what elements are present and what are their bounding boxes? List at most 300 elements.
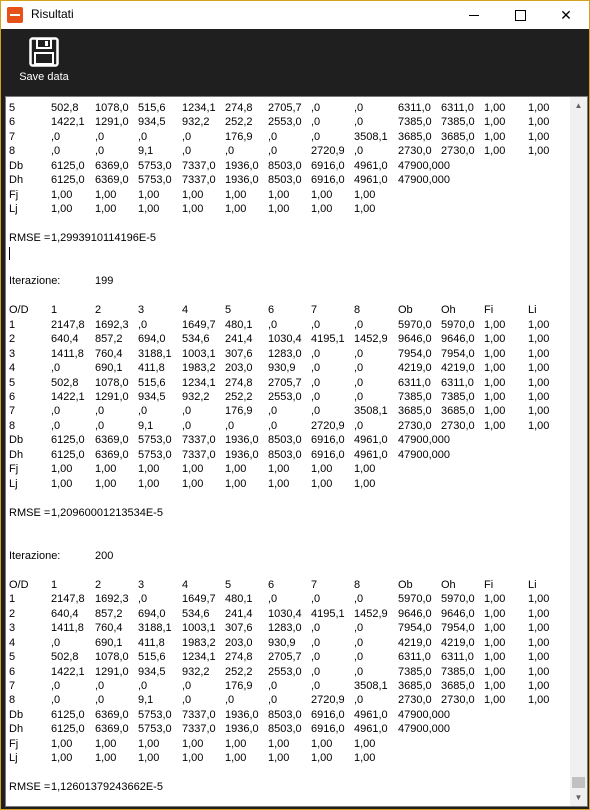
table-cell: 1,00 — [311, 188, 333, 201]
table-cell: 1,00 — [268, 737, 290, 750]
table-cell: 1291,0 — [95, 391, 129, 403]
table-cell: 274,8 — [225, 102, 253, 114]
table-cell: 1,00 — [528, 333, 550, 346]
table-cell: ,0 — [95, 694, 105, 707]
text-line — [6, 478, 569, 492]
table-cell: 1422,1 — [51, 391, 85, 403]
table-cell: 6311,0 — [441, 651, 474, 664]
table-cell: ,0 — [51, 694, 61, 707]
table-cell: ,0 — [354, 665, 364, 678]
table-cell: 1692,3 — [95, 593, 129, 606]
table-cell: 690,1 — [95, 636, 123, 649]
table-cell: 760,4 — [95, 347, 123, 360]
table-cell: 2 — [9, 607, 16, 620]
table-cell: 1,00 — [528, 636, 550, 649]
table-cell: 1,00 — [95, 463, 117, 476]
text-line — [6, 319, 569, 333]
table-cell: Dh — [9, 723, 24, 736]
table-cell: 515,6 — [138, 651, 166, 664]
table-cell: 252,2 — [225, 116, 253, 129]
table-cell: 2 — [95, 578, 102, 591]
table-cell: ,0 — [268, 694, 278, 707]
table-cell: 1291,0 — [95, 665, 129, 678]
table-cell: 1,00 — [484, 333, 506, 346]
table-cell: 6369,0 — [95, 159, 129, 172]
table-cell: 3 — [138, 304, 145, 317]
table-cell: 1,00 — [95, 752, 117, 765]
table-cell: 4961,0 — [354, 174, 388, 187]
table-cell: ,0 — [225, 145, 235, 158]
table-cell: 6369,0 — [95, 434, 129, 447]
table-cell: 690,1 — [95, 362, 123, 375]
text-line — [6, 666, 569, 680]
text-line — [6, 131, 569, 145]
table-cell: 241,4 — [225, 607, 253, 620]
table-cell: 1,00 — [484, 607, 506, 620]
text-line — [6, 290, 569, 304]
table-cell: 5753,0 — [138, 448, 172, 461]
table-cell: 1,00 — [484, 694, 506, 707]
table-cell: 1,00 — [354, 203, 376, 216]
table-cell: 2 — [95, 304, 102, 317]
table-cell: ,0 — [268, 318, 278, 331]
text-line — [6, 536, 569, 550]
table-cell: 1411,8 — [51, 622, 84, 635]
table-cell: 6311,0 — [441, 376, 474, 389]
table-cell: 1983,2 — [182, 362, 216, 375]
table-cell: 1,00 — [528, 651, 550, 664]
table-cell: 1,00 — [51, 188, 73, 201]
table-cell: 7337,0 — [182, 723, 216, 736]
scrollbar-thumb[interactable] — [572, 777, 585, 788]
table-cell: 8503,0 — [268, 434, 302, 447]
table-cell: ,0 — [51, 636, 61, 649]
table-cell: 1452,9 — [354, 333, 388, 346]
table-cell: 1,00 — [51, 737, 73, 750]
table-cell: 534,6 — [182, 607, 210, 620]
table-cell: 1,00 — [182, 737, 204, 750]
table-cell: 8503,0 — [268, 159, 302, 172]
table-cell: ,0 — [311, 116, 321, 129]
table-cell: 1936,0 — [225, 723, 259, 736]
table-cell: 2705,7 — [268, 102, 302, 114]
save-data-button[interactable] — [13, 35, 75, 91]
text-line — [6, 333, 569, 347]
table-cell: 5970,0 — [398, 318, 432, 331]
table-cell: 2553,0 — [268, 116, 302, 129]
table-cell: 1,00 — [51, 477, 73, 490]
table-cell: 6 — [268, 578, 275, 591]
table-cell: 1,00 — [484, 622, 506, 635]
table-cell: 203,0 — [225, 362, 253, 375]
text-line — [6, 377, 569, 391]
table-cell: 1936,0 — [225, 434, 259, 447]
table-cell: 502,8 — [51, 102, 79, 114]
table-cell: 6 — [9, 665, 16, 678]
table-cell: 6916,0 — [311, 434, 345, 447]
table-cell: 1,00 — [51, 203, 73, 216]
table-cell: 1,00 — [268, 203, 290, 216]
table-cell: 3188,1 — [138, 347, 172, 360]
table-cell: 4195,1 — [311, 333, 345, 346]
table-cell: 1234,1 — [182, 102, 216, 114]
maximize-button[interactable] — [497, 1, 543, 29]
table-cell: 7954,0 — [441, 622, 475, 635]
table-cell: ,0 — [51, 680, 61, 692]
text-line — [6, 767, 569, 781]
text-line — [6, 275, 569, 289]
table-cell: 1,00 — [528, 694, 550, 707]
table-cell: 2730,0 — [398, 419, 432, 432]
table-cell: 1,00 — [138, 203, 160, 216]
table-cell: ,0 — [138, 318, 148, 331]
table-cell: 176,9 — [225, 130, 253, 143]
table-cell: 1 — [51, 304, 58, 317]
table-cell: 1,00 — [95, 737, 117, 750]
table-cell: 1,00 — [528, 665, 550, 678]
table-cell: 1,00 — [528, 680, 550, 692]
table-cell: 1422,1 — [51, 116, 85, 129]
table-cell: 1936,0 — [225, 159, 259, 172]
table-cell: 252,2 — [225, 391, 253, 403]
table-cell: 1,00 — [311, 737, 333, 750]
table-cell: ,0 — [354, 622, 364, 635]
table-cell: 6 — [268, 304, 275, 317]
text-line — [6, 420, 569, 434]
line-value: 200 — [95, 549, 114, 562]
table-cell: ,0 — [51, 405, 61, 418]
table-cell: 8 — [354, 304, 361, 317]
table-cell: 1 — [9, 593, 16, 606]
table-cell: ,0 — [268, 593, 278, 606]
table-cell: Lj — [9, 203, 18, 216]
table-cell: 47900,000 — [398, 174, 450, 187]
table-cell: ,0 — [138, 680, 148, 692]
table-cell: ,0 — [138, 593, 148, 606]
table-cell: 1234,1 — [182, 376, 216, 389]
table-cell: 2147,8 — [51, 593, 85, 606]
table-cell: 7954,0 — [441, 347, 475, 360]
table-cell: 9,1 — [138, 419, 154, 432]
table-cell: ,0 — [182, 130, 192, 143]
table-cell: 8 — [9, 419, 16, 432]
table-cell: 7337,0 — [182, 159, 216, 172]
table-cell: 480,1 — [225, 318, 253, 331]
table-cell: Ob — [398, 578, 413, 591]
table-cell: 1,00 — [95, 203, 117, 216]
text-line — [6, 174, 569, 188]
table-cell: 7 — [9, 405, 16, 418]
table-cell: 1234,1 — [182, 651, 216, 664]
text-line — [6, 608, 569, 622]
line-label: Iterazione: — [9, 275, 61, 288]
table-cell: Db — [9, 159, 24, 172]
table-cell: 1,00 — [484, 347, 506, 360]
toolbar — [1, 29, 589, 95]
table-cell: 1692,3 — [95, 318, 129, 331]
table-cell: 7385,0 — [441, 391, 475, 403]
table-cell: 1,00 — [528, 116, 550, 129]
table-cell: 934,5 — [138, 665, 166, 678]
table-cell: 2705,7 — [268, 651, 302, 664]
table-cell: ,0 — [311, 651, 321, 664]
table-cell: 1,00 — [484, 636, 506, 649]
table-cell: 2720,9 — [311, 694, 345, 707]
table-cell: 1,00 — [225, 737, 247, 750]
table-cell: 1,00 — [528, 405, 550, 418]
table-cell: 1,00 — [182, 477, 204, 490]
table-cell: ,0 — [311, 636, 321, 649]
table-cell: 1,00 — [138, 752, 160, 765]
table-cell: 241,4 — [225, 333, 253, 346]
table-cell: 930,9 — [268, 636, 296, 649]
table-cell: 502,8 — [51, 376, 79, 389]
table-cell: 1,00 — [182, 203, 204, 216]
table-cell: 1,00 — [484, 665, 506, 678]
table-cell: 4195,1 — [311, 607, 345, 620]
table-cell: 1,00 — [311, 752, 333, 765]
table-cell: ,0 — [182, 419, 192, 432]
table-cell: 1,00 — [528, 145, 550, 158]
minimize-button[interactable] — [451, 1, 497, 29]
table-cell: 274,8 — [225, 376, 253, 389]
table-cell: 1422,1 — [51, 665, 85, 678]
table-cell: ,0 — [311, 665, 321, 678]
table-cell: 2730,0 — [441, 419, 475, 432]
table-cell: 1,00 — [354, 737, 376, 750]
title-bar[interactable] — [1, 1, 589, 29]
table-cell: ,0 — [354, 145, 364, 158]
text-line — [6, 564, 569, 578]
table-cell: 5753,0 — [138, 723, 172, 736]
table-cell: 1,00 — [484, 102, 506, 114]
table-cell: 2553,0 — [268, 391, 302, 403]
text-line — [6, 116, 569, 130]
text-line — [6, 232, 569, 246]
table-cell: 47900,000 — [398, 448, 450, 461]
table-cell: 1,00 — [484, 405, 506, 418]
table-cell: 1 — [51, 578, 58, 591]
table-cell: O/D — [9, 578, 29, 591]
table-cell: 6369,0 — [95, 723, 129, 736]
table-cell: ,0 — [311, 593, 321, 606]
table-cell: 3188,1 — [138, 622, 172, 635]
table-cell: 502,8 — [51, 651, 79, 664]
table-cell: 9646,0 — [441, 333, 475, 346]
table-cell: 5 — [9, 102, 16, 114]
text-line — [6, 709, 569, 723]
table-cell: 2730,0 — [398, 694, 432, 707]
vertical-scrollbar[interactable] — [570, 97, 587, 806]
table-cell: 3685,0 — [441, 405, 475, 418]
table-cell: 1,00 — [528, 391, 550, 403]
table-cell: 4961,0 — [354, 159, 388, 172]
table-cell: ,0 — [95, 130, 105, 143]
table-cell: Db — [9, 434, 24, 447]
table-cell: ,0 — [354, 347, 364, 360]
text-line — [6, 507, 569, 521]
table-cell: 1,00 — [484, 362, 506, 375]
table-cell: 6311,0 — [398, 651, 431, 664]
table-cell: 934,5 — [138, 116, 166, 129]
table-cell: 1,00 — [138, 463, 160, 476]
table-cell: 760,4 — [95, 622, 123, 635]
table-cell: 1,00 — [225, 188, 247, 201]
table-cell: 1983,2 — [182, 636, 216, 649]
table-cell: 6125,0 — [51, 723, 85, 736]
scroll-down-arrow-icon[interactable]: ▼ — [574, 793, 583, 802]
text-line — [6, 550, 569, 564]
table-cell: 1291,0 — [95, 116, 129, 129]
text-line — [6, 434, 569, 448]
table-cell: 515,6 — [138, 102, 166, 114]
table-cell: 3 — [9, 622, 16, 635]
table-cell: 7954,0 — [398, 622, 432, 635]
table-cell: 8 — [9, 145, 16, 158]
text-line — [6, 622, 569, 636]
table-cell: Ob — [398, 304, 413, 317]
table-cell: 9646,0 — [441, 607, 475, 620]
table-cell: 7337,0 — [182, 448, 216, 461]
table-cell: 7337,0 — [182, 174, 216, 187]
table-cell: Lj — [9, 752, 18, 765]
text-line — [6, 723, 569, 737]
table-cell: 1,00 — [182, 752, 204, 765]
line-label: RMSE = — [9, 232, 51, 245]
text-line — [6, 362, 569, 376]
table-cell: 934,5 — [138, 391, 166, 403]
table-cell: 7385,0 — [441, 116, 475, 129]
table-cell: 5 — [225, 578, 232, 591]
text-line — [6, 637, 569, 651]
table-cell: 640,4 — [51, 333, 79, 346]
text-line — [6, 738, 569, 752]
table-cell: ,0 — [354, 376, 364, 389]
table-cell: 2730,0 — [398, 145, 432, 158]
table-cell: 1,00 — [95, 188, 117, 201]
text-line — [6, 203, 569, 217]
table-cell: 1,00 — [528, 376, 550, 389]
results-text-area[interactable] — [6, 97, 569, 806]
text-line — [6, 247, 569, 261]
table-cell: 4219,0 — [398, 636, 432, 649]
table-cell: 4 — [182, 304, 189, 317]
table-cell: 2553,0 — [268, 665, 302, 678]
scroll-up-arrow-icon[interactable]: ▲ — [574, 101, 583, 110]
table-cell: ,0 — [311, 362, 321, 375]
table-cell: ,0 — [311, 376, 321, 389]
table-cell: 1,00 — [528, 607, 550, 620]
text-line — [6, 651, 569, 665]
table-cell: 1,00 — [484, 419, 506, 432]
table-cell: Li — [528, 578, 537, 591]
table-cell: 2730,0 — [441, 694, 475, 707]
table-cell: 857,2 — [95, 607, 123, 620]
table-cell: 3508,1 — [354, 130, 388, 143]
table-cell: 3685,0 — [441, 130, 475, 143]
table-cell: 4219,0 — [398, 362, 432, 375]
table-cell: 8 — [354, 578, 361, 591]
table-cell: 9646,0 — [398, 607, 432, 620]
table-cell: 1936,0 — [225, 174, 259, 187]
text-line — [6, 492, 569, 506]
table-cell: 5753,0 — [138, 159, 172, 172]
table-cell: 3685,0 — [398, 405, 432, 418]
table-cell: ,0 — [182, 145, 192, 158]
table-cell: 6125,0 — [51, 434, 85, 447]
table-cell: 2705,7 — [268, 376, 302, 389]
line-label: RMSE = — [9, 781, 51, 794]
table-cell: ,0 — [354, 318, 364, 331]
text-line — [6, 189, 569, 203]
table-cell: 1,00 — [484, 391, 506, 403]
table-cell: 1452,9 — [354, 607, 388, 620]
table-cell: 1078,0 — [95, 376, 129, 389]
maximize-icon — [515, 10, 526, 21]
table-cell: 1936,0 — [225, 708, 259, 721]
table-cell: 1649,7 — [182, 593, 216, 606]
table-cell: ,0 — [225, 694, 235, 707]
table-cell: ,0 — [311, 405, 321, 418]
table-cell: 6311,0 — [398, 376, 431, 389]
table-cell: ,0 — [268, 405, 278, 418]
table-cell: ,0 — [225, 419, 235, 432]
table-cell: 932,2 — [182, 391, 210, 403]
table-cell: 1,00 — [484, 651, 506, 664]
results-text-box[interactable] — [5, 96, 588, 807]
table-cell: 1,00 — [528, 593, 550, 606]
table-cell: 534,6 — [182, 333, 210, 346]
table-cell: 1,00 — [225, 477, 247, 490]
table-cell: 1,00 — [484, 593, 506, 606]
table-cell: 6125,0 — [51, 448, 85, 461]
table-cell: 1030,4 — [268, 607, 302, 620]
table-cell: 1,00 — [484, 116, 506, 129]
table-cell: 8503,0 — [268, 723, 302, 736]
table-cell: ,0 — [182, 680, 192, 692]
table-cell: 2720,9 — [311, 419, 345, 432]
table-cell: 8503,0 — [268, 448, 302, 461]
table-cell: ,0 — [311, 391, 321, 403]
table-cell: ,0 — [182, 694, 192, 707]
table-cell: ,0 — [354, 419, 364, 432]
table-cell: 1,00 — [225, 203, 247, 216]
line-value: 199 — [95, 275, 114, 288]
table-cell: 5970,0 — [398, 593, 432, 606]
table-cell: 9646,0 — [398, 333, 432, 346]
table-cell: 4 — [182, 578, 189, 591]
text-line — [6, 102, 569, 116]
table-cell: 6369,0 — [95, 708, 129, 721]
text-line — [6, 521, 569, 535]
close-button[interactable] — [543, 1, 589, 29]
table-cell: ,0 — [138, 405, 148, 418]
table-cell: 3685,0 — [398, 680, 432, 692]
table-cell: ,0 — [354, 651, 364, 664]
table-cell: ,0 — [311, 347, 321, 360]
text-line — [6, 405, 569, 419]
table-cell: 4961,0 — [354, 723, 388, 736]
table-cell: 1078,0 — [95, 651, 129, 664]
table-cell: Oh — [441, 578, 456, 591]
table-cell: 857,2 — [95, 333, 123, 346]
table-cell: ,0 — [51, 130, 61, 143]
table-cell: 7 — [311, 304, 318, 317]
text-line — [6, 261, 569, 275]
table-cell: ,0 — [311, 318, 321, 331]
table-cell: 7 — [9, 130, 16, 143]
table-cell: 1,00 — [484, 318, 506, 331]
